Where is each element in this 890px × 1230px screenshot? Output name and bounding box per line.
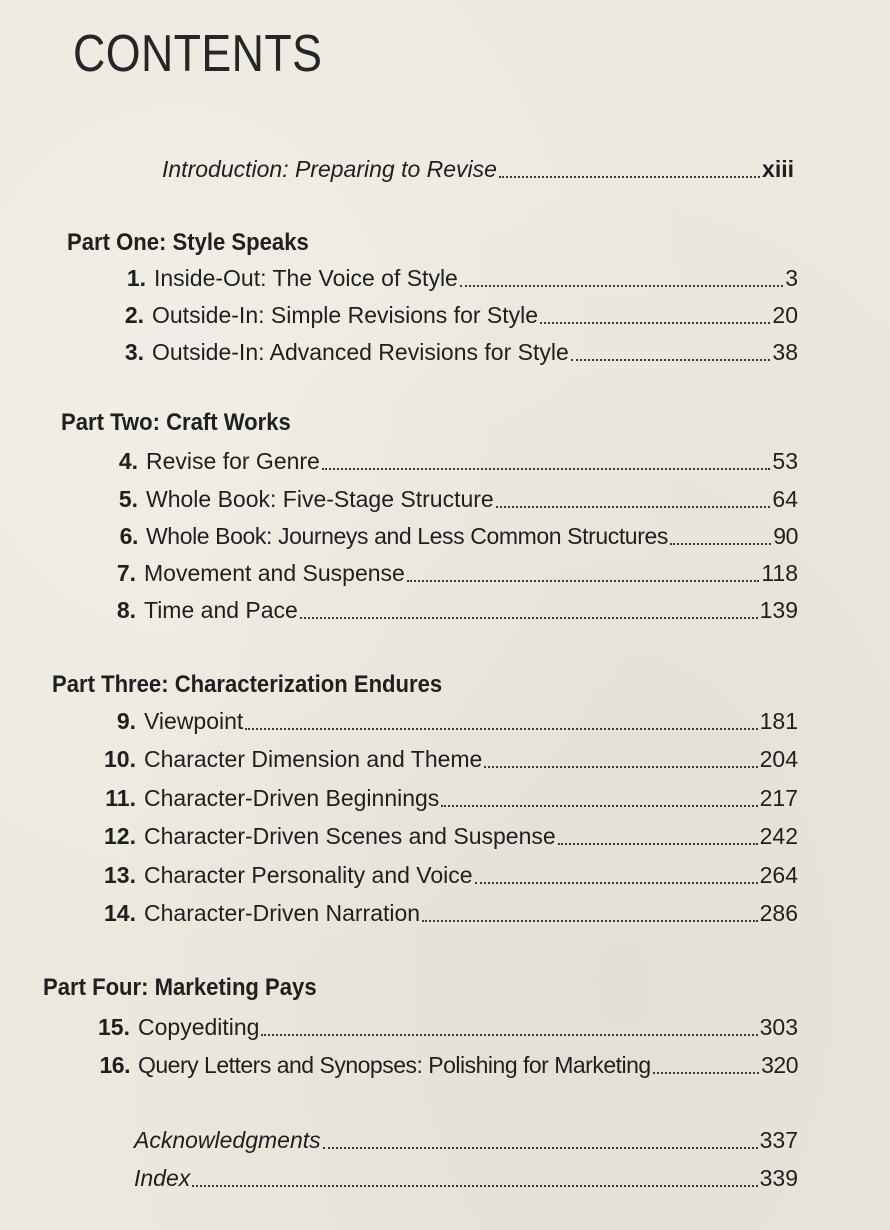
entry-page: 337 [759,1127,798,1153]
part-heading: Part One: Style Speaks [67,229,309,256]
dot-leader [484,766,757,768]
toc-entry-chapter[interactable] [92,862,798,890]
entry-page: 118 [761,560,798,586]
dot-leader [540,322,770,324]
entry-page: 3 [785,265,798,291]
dot-leader [475,882,758,884]
entry-page: 139 [759,597,798,623]
entry-label: Character Dimension and Theme [144,746,483,772]
entry-label: Movement and Suspense [144,560,405,586]
entry-label: Outside-In: Advanced Revisions for Style [152,339,569,365]
entry-page: xiii [762,156,794,182]
dot-leader [653,1072,759,1074]
chapter-number: 12. [104,823,136,849]
dot-leader [192,1185,757,1187]
dot-leader [245,728,757,730]
entry-label: Query Letters and Synopses: Polishing for Marketing [138,1052,651,1078]
toc-entry-chapter[interactable] [86,1052,798,1080]
dot-leader [323,1147,758,1149]
chapter-number: 9. [116,708,136,734]
dot-leader [558,843,758,845]
chapter-number: 4. [118,448,138,474]
toc-entry-chapter[interactable] [92,900,798,928]
toc-entry-chapter[interactable] [102,448,798,476]
entry-label: Inside-Out: The Voice of Style [154,265,458,291]
entry-page: 90 [773,523,798,549]
dot-leader [407,580,760,582]
entry-page: 242 [759,823,798,849]
toc-entry-chapter[interactable] [94,746,798,774]
chapter-number: 6. [119,523,138,549]
dot-leader [499,176,760,178]
entry-label: Revise for Genre [146,448,320,474]
chapter-number: 1. [126,265,146,291]
entry-label: Character-Driven Scenes and Suspense [144,823,556,849]
dot-leader [460,285,783,287]
dot-leader [300,617,758,619]
dot-leader [571,359,771,361]
toc-entry-chapter[interactable] [108,302,798,330]
entry-page: 286 [759,900,798,926]
toc-entry-chapter[interactable] [92,823,798,851]
part-heading: Part Three: Characterization Endures [52,671,443,698]
toc-entry-chapter[interactable] [108,339,798,367]
chapter-number: 5. [118,486,138,512]
entry-page: 264 [759,862,798,888]
chapter-number: 2. [124,302,144,328]
chapter-number: 16. [99,1052,130,1078]
toc-entry-chapter[interactable] [100,560,798,588]
entry-page: 181 [759,708,798,734]
entry-page: 53 [772,448,798,474]
toc-entry-chapter[interactable] [100,597,798,625]
dot-leader [261,1034,757,1036]
entry-label: Index [134,1165,191,1191]
dot-leader [322,468,771,470]
entry-label: Viewpoint [144,708,244,734]
chapter-number: 8. [116,597,136,623]
toc-entry-chapter[interactable] [94,785,798,813]
toc-entry-chapter[interactable] [102,523,798,551]
entry-page: 64 [772,486,798,512]
entry-page: 38 [772,339,798,365]
entry-page: 20 [772,302,798,328]
chapter-number: 15. [98,1014,130,1040]
part-heading: Part Four: Marketing Pays [43,974,317,1001]
entry-page: 320 [761,1052,798,1078]
dot-leader [422,920,758,922]
toc-entry-chapter[interactable] [94,708,798,736]
entry-label: Time and Pace [144,597,298,623]
chapter-number: 10. [104,746,136,772]
chapter-number: 14. [104,900,136,926]
entry-label: Character-Driven Beginnings [144,785,440,811]
entry-page: 303 [759,1014,798,1040]
entry-label: Whole Book: Five-Stage Structure [146,486,494,512]
entry-label: Outside-In: Simple Revisions for Style [152,302,539,328]
page-title: CONTENTS [73,25,323,83]
toc-entry-chapter[interactable] [86,1014,798,1042]
toc-entry-chapter[interactable] [110,265,798,293]
entry-page: 217 [759,785,798,811]
entry-label: Acknowledgments [134,1127,321,1153]
entry-page: 204 [759,746,798,772]
chapter-number: 11. [105,785,136,811]
dot-leader [441,805,757,807]
chapter-number: 13. [104,862,136,888]
dot-leader [670,543,771,545]
toc-entry-index[interactable] [134,1165,798,1193]
entry-label: Whole Book: Journeys and Less Common Structures [146,523,668,549]
toc-entry-chapter[interactable] [102,486,798,514]
entry-label: Character-Driven Narration [144,900,421,926]
entry-page: 339 [759,1165,798,1191]
toc-entry-introduction[interactable] [162,156,794,184]
chapter-number: 3. [124,339,144,365]
dot-leader [496,506,771,508]
entry-label: Copyediting [138,1014,260,1040]
entry-label: Character Personality and Voice [144,862,473,888]
part-heading: Part Two: Craft Works [61,409,291,436]
chapter-number: 7. [116,560,136,586]
toc-entry-acknowledgments[interactable] [134,1127,798,1155]
entry-label: Introduction: Preparing to Revise [162,156,497,182]
